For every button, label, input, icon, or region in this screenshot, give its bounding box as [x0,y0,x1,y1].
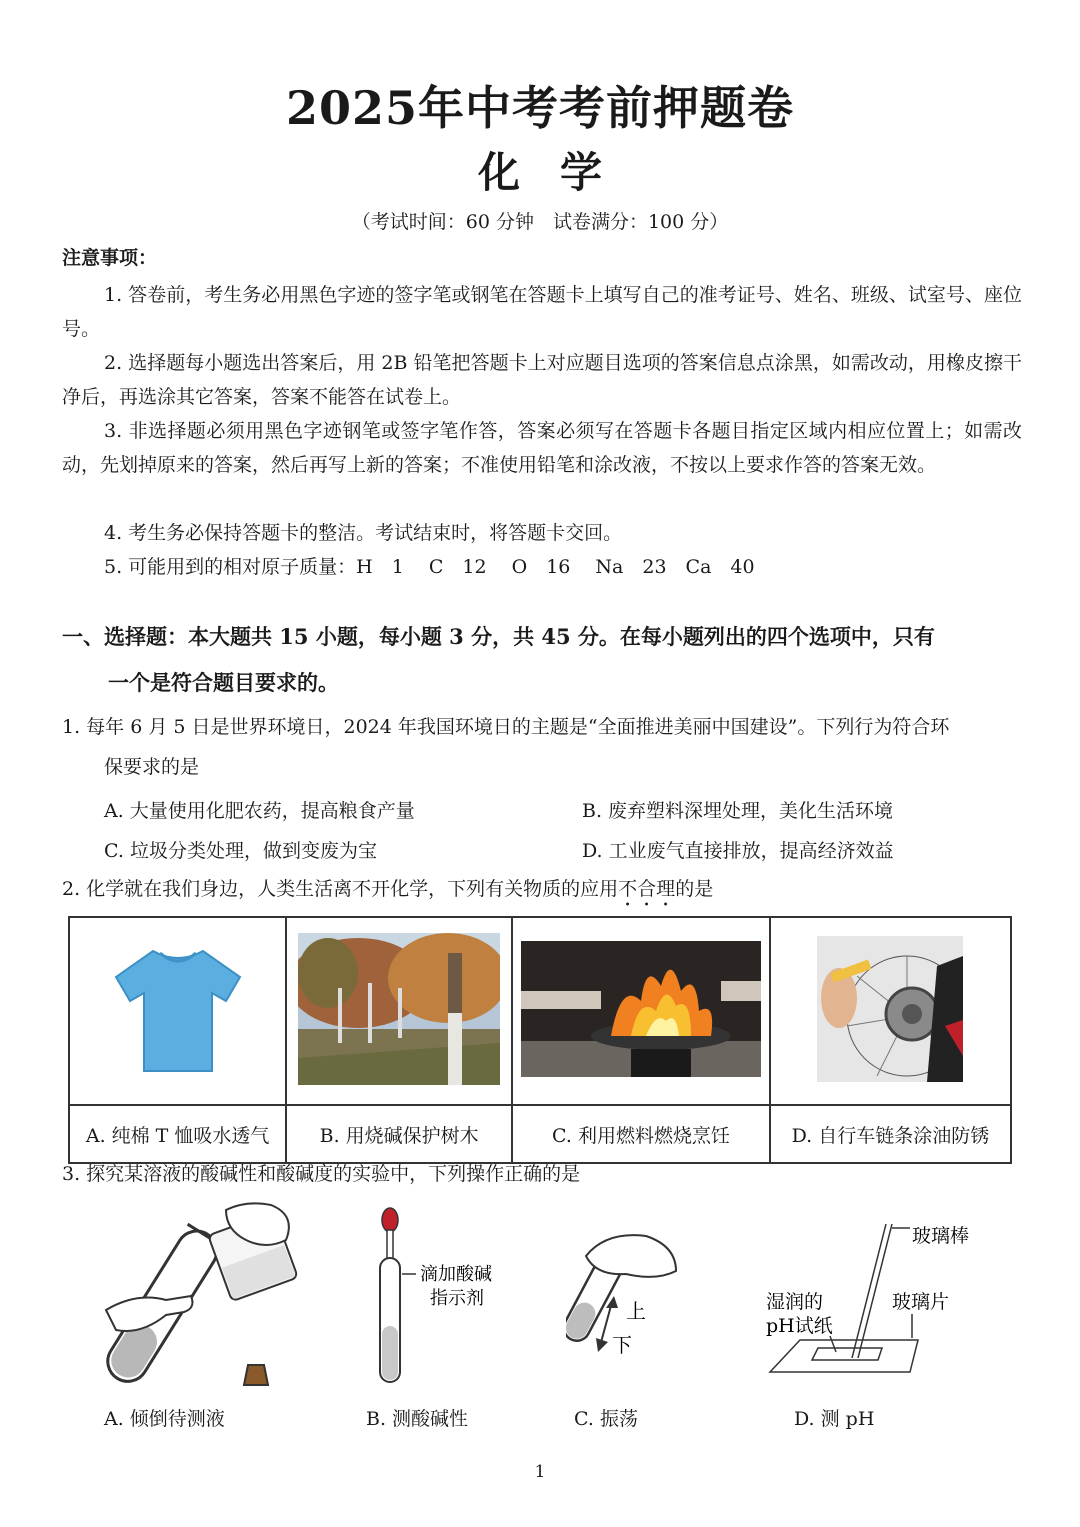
figure-shaking [566,1226,686,1366]
q2-cell-b-image [286,917,512,1105]
section-heading [62,614,1022,706]
label-dropper-line1: 滴加酸碱 [420,1264,492,1285]
q2-caption-b: B. 用烧碱保护树木 [286,1105,512,1163]
q3-caption-a: A. 倾倒待测液 [104,1408,225,1430]
figure-dropper [362,1206,512,1386]
q2-cell-d-image [770,917,1011,1105]
q2-caption-c: C. 利用燃料燃烧烹饪 [512,1105,770,1163]
q2-stem-before: 2. 化学就在我们身边，人类生活离不开化学，下列有关物质的应用 [62,878,619,900]
notice-heading: 注意事项： [62,247,158,269]
q1-option-c: C. 垃圾分类处理，做到变废为宝 [104,840,377,862]
label-wet-line1: 湿润的 [766,1291,824,1313]
notice-item-3: 3. 非选择题必须用黑色字迹钢笔或签字笔作答，答案必须写在答题卡各题目指定区域内相应位置上；如需改动，先划掉原来的答案，然后再写上新的答案；不准使用铅笔和涂改液，不按以上要求作答的答案无效。 [62,420,1022,476]
notice-item-4: 4. 考生务必保持答题卡的整洁。考试结束时，将答题卡交回。 [104,522,623,544]
q3-caption-b: B. 测酸碱性 [366,1408,469,1430]
trees-image [298,933,500,1085]
figure-ph-test [760,1220,990,1380]
q2-cell-c-image [512,917,770,1105]
q1-option-a: A. 大量使用化肥农药，提高粮食产量 [104,800,415,822]
exam-info: （考试时间：60 分钟 试卷满分：100 分） [351,211,729,233]
section-heading-line1: 一、选择题：本大题共 15 小题，每小题 3 分，共 45 分。在每小题列出的四个选项中，只有 [62,624,935,649]
figure-pouring [96,1200,306,1400]
label-glass-plate: 玻璃片 [892,1291,950,1313]
label-down: 下 [612,1333,632,1357]
question-2 [62,869,1022,911]
q2-stem-emphasis: 不合理 [618,878,676,900]
q3-caption-c: C. 振荡 [574,1408,638,1430]
page-number: 1 [534,1462,546,1482]
label-glass-rod: 玻璃棒 [912,1225,970,1247]
q2-caption-d: D. 自行车链条涂油防锈 [770,1105,1011,1163]
q3-caption-d: D. 测 pH [794,1408,875,1430]
q2-cell-a-image [69,917,286,1105]
q1-option-d: D. 工业废气直接排放，提高经济效益 [582,840,894,862]
label-up: 上 [626,1299,646,1323]
q2-stem-after: 的是 [675,878,714,900]
q2-image-table [68,916,1012,1164]
subject-title: 化学 [477,148,642,197]
label-wet-line2: pH试纸 [766,1315,833,1337]
question-3: 3. 探究某溶液的酸碱性和酸碱度的实验中，下列操作正确的是 [62,1163,581,1185]
section-heading-line2: 一个是符合题目要求的。 [108,670,339,695]
tshirt-image [108,939,248,1079]
label-dropper-line2: 指示剂 [430,1288,484,1309]
q1-stem-line2: 保要求的是 [104,756,200,778]
question-1 [62,707,1022,787]
cooking-fire-image [521,941,761,1077]
notice-item-5: 5. 可能用到的相对原子质量：H 1 C 12 O 16 Na 23 Ca 40 [104,556,755,578]
notice-item-1: 1. 答卷前，考生务必用黑色字迹的签字笔或钢笔在答题卡上填写自己的准考证号、姓名、班级、试室号、座位号。 [62,284,1022,340]
q1-option-b: B. 废弃塑料深埋处理，美化生活环境 [582,800,894,822]
q1-stem-line1: 1. 每年 6 月 5 日是世界环境日，2024 年我国环境日的主题是“全面推进美丽中国建设”。下列行为符合环 [62,716,950,738]
q2-caption-a: A. 纯棉 T 恤吸水透气 [69,1105,286,1163]
bicycle-chain-image [817,936,963,1082]
page-title: 2025年中考考前押题卷 [285,81,795,135]
notice-item-2: 2. 选择题每小题选出答案后，用 2B 铅笔把答题卡上对应题目选项的答案信息点涂黑，如需改动，用橡皮擦干净后，再选涂其它答案，答案不能答在试卷上。 [62,352,1022,408]
